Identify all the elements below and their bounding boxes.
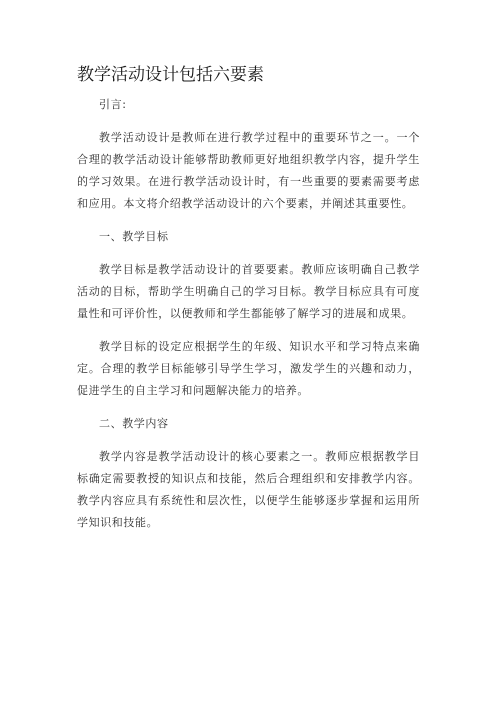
intro-label: 引言: xyxy=(99,98,127,111)
paragraph-objectives-2: 教学目标的设定应根据学生的年级、知识水平和学习特点来确定。合理的教学目标能够引导学生学习，激发学生的兴趣和动力，促进学生的自主学习和问题解决能力的培养。 xyxy=(77,340,420,397)
paragraph-content-1: 教学内容是教学活动设计的核心要素之一。教师应根据教学目标确定需要教授的知识点和技能，然后合理组织和安排教学内容。教学内容应具有系统性和层次性，以便学生能够逐步掌握和运用所学知识和技能。 xyxy=(77,450,420,529)
section-heading-content: 二、教学内容 xyxy=(99,417,169,430)
paragraph-intro: 教学活动设计是教师在进行教学过程中的重要环节之一。一个合理的教学活动设计能够帮助教师更好地组织教学内容，提升学生的学习效果。在进行教学活动设计时，有一些重要的要素需要考虑和应用。本文将介绍教学活动设计的六个要素，并阐述其重要性。 xyxy=(77,131,420,210)
document-body xyxy=(77,94,420,534)
section-heading-objectives: 一、教学目标 xyxy=(99,230,169,243)
document-title: 教学活动设计包括六要素 xyxy=(77,65,264,85)
paragraph-objectives-1: 教学目标是教学活动设计的首要要素。教师应该明确自己教学活动的目标，帮助学生明确自己的学习目标。教学目标应具有可度量性和可评价性，以便教师和学生都能够了解学习的进展和成果。 xyxy=(77,263,420,320)
